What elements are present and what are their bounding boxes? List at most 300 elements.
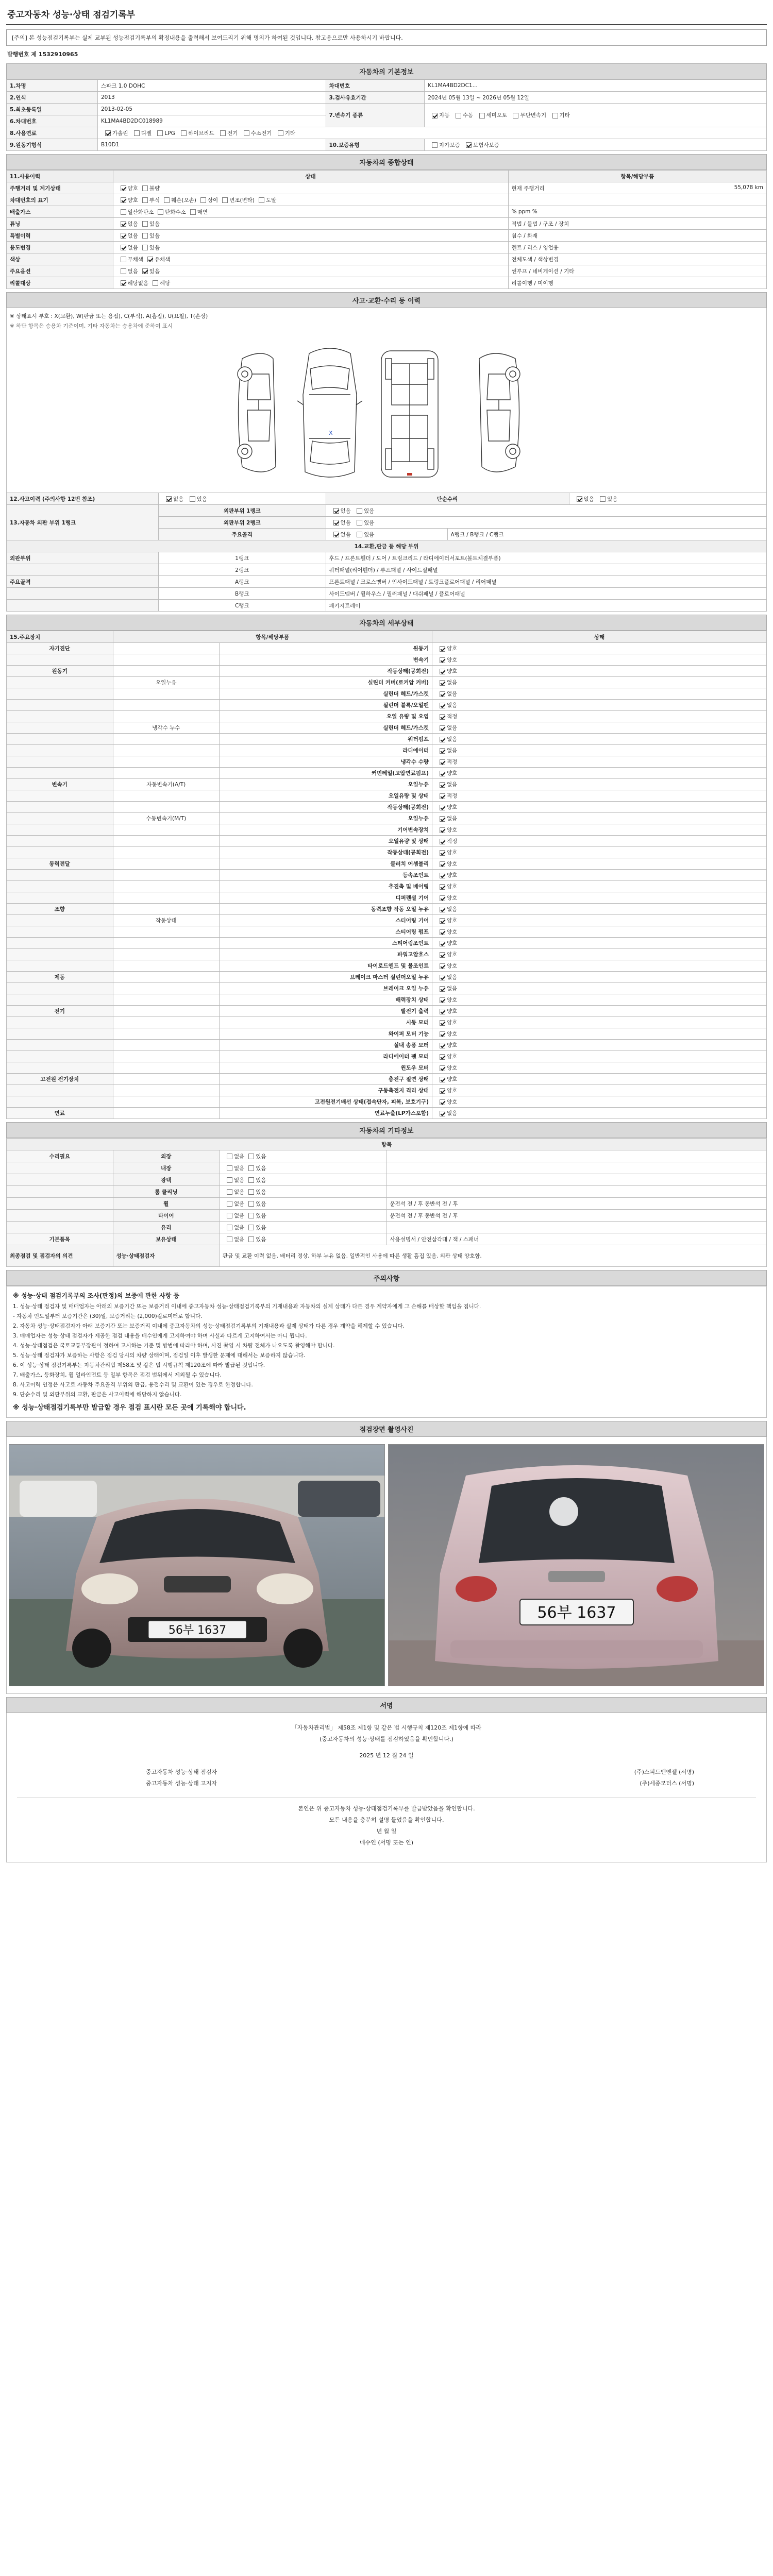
- detail-state-option: [435, 1098, 457, 1106]
- checkbox: [227, 1213, 232, 1218]
- detail-state: [432, 983, 767, 994]
- detail-group: [7, 983, 113, 994]
- detail-col1: 15.주요장치: [7, 631, 113, 643]
- checkbox: [440, 669, 445, 674]
- checkbox: [432, 113, 438, 118]
- checkbox: [440, 929, 445, 935]
- option-label: 적정: [447, 714, 458, 720]
- other-option: [223, 1188, 244, 1196]
- note-item: 3. 매매업자는 성능·상태 점검자가 제공한 점검 내용을 매수인에게 고지하여야 하며 사실과 다르게 고지하여서는 아니 됩니다.: [13, 1333, 307, 1339]
- detail-state: [432, 677, 767, 688]
- detail-sub: [113, 881, 220, 892]
- other-option: [223, 1164, 244, 1172]
- detail-row: [7, 1108, 767, 1119]
- outer-rank1-label: 외판부위 1랭크: [159, 505, 326, 517]
- basic-label: 3.검사유효기간: [326, 92, 425, 104]
- option-label: 수동: [462, 112, 474, 118]
- other-option: [223, 1200, 244, 1208]
- general-note-value: 55,078 km: [734, 184, 763, 191]
- option-label: 적정: [447, 793, 458, 799]
- parts-group: [7, 564, 159, 576]
- checkbox: [105, 130, 111, 136]
- detail-state-option: [435, 837, 457, 845]
- checkbox: [248, 1236, 254, 1242]
- parts-body: [7, 552, 767, 612]
- detail-state-option: [435, 815, 457, 822]
- detail-sub: [113, 654, 220, 666]
- general-option: [196, 196, 218, 204]
- other-body: [7, 1150, 767, 1245]
- detail-row: [7, 666, 767, 677]
- detail-row: [7, 1040, 767, 1051]
- checkbox: [440, 873, 445, 878]
- option-label: 있음: [256, 1236, 266, 1243]
- general-item-label: 차대번호의 표기: [7, 194, 113, 206]
- other-item: 외장: [113, 1150, 220, 1162]
- checkbox: [142, 221, 148, 227]
- option-label: 있음: [256, 1165, 266, 1172]
- option-label: 양호: [447, 850, 458, 856]
- option-none: [162, 495, 183, 503]
- general-option: [186, 208, 208, 216]
- notes-title: ※ 성능·상태 점검기록부의 조사(판정)의 보증에 관한 사항 등: [13, 1292, 180, 1299]
- detail-state: [432, 700, 767, 711]
- checkbox: [222, 197, 228, 203]
- option-label: 양호: [447, 1076, 458, 1082]
- option-label: 무단변속기: [520, 112, 547, 118]
- other-group: 기본품목: [7, 1233, 113, 1245]
- basic-value: 2013-02-05: [98, 104, 326, 115]
- other-extra: [386, 1150, 767, 1162]
- other-item: 보유상태: [113, 1233, 220, 1245]
- parts-items: 사이드멤버 / 휠하우스 / 필러패널 / 대쉬패널 / 플로어패널: [326, 588, 767, 600]
- detail-sub: [113, 745, 220, 756]
- checkbox: [248, 1213, 254, 1218]
- other-head-row: [7, 1139, 767, 1150]
- basic-row-name: [7, 80, 767, 92]
- option-none: [573, 495, 594, 503]
- option-label: 없음: [127, 232, 138, 239]
- option-label: LPG: [164, 130, 175, 137]
- detail-group: 조향: [7, 904, 113, 915]
- detail-state-option: [435, 645, 457, 652]
- basic-value: KL1MA4BD2DC018989: [98, 115, 326, 127]
- option-label: 양호: [447, 646, 458, 652]
- detail-item: 기어변속장치: [220, 824, 432, 836]
- note-item: 2. 자동차 성능·상태점검자가 아래 보증기간 또는 보증거리 이내에 중고자동차의 성능·상태점검기록부의 기재내용과 실제 상태가 다른 경우 계약을 해제할 수 있습니다.: [13, 1323, 405, 1329]
- sign-inspector-key: 중고자동차 성능·상태 점검자: [146, 1769, 217, 1775]
- option-label: 해당없음: [127, 280, 149, 286]
- detail-item: 윈도우 모터: [220, 1062, 432, 1074]
- option-label: 전기: [227, 130, 238, 137]
- opinion-key: 성능·상태점검자: [113, 1245, 220, 1267]
- detail-sub: [113, 1085, 220, 1096]
- detail-item: 실린더 커버(로커암 커버): [220, 677, 432, 688]
- detail-item: 변속기: [220, 654, 432, 666]
- option-label: 기타: [559, 112, 570, 118]
- checkbox: [227, 1177, 232, 1183]
- other-row: [7, 1233, 767, 1245]
- other-group: [7, 1210, 113, 1222]
- checkbox: [248, 1225, 254, 1230]
- option-semi: [475, 111, 508, 119]
- option-label: 자가보증: [439, 142, 460, 148]
- general-note-label: 적법 / 불법 / 구조 / 장치: [511, 221, 569, 227]
- option-label: 양호: [447, 1008, 458, 1014]
- detail-state-option: [435, 1075, 457, 1083]
- detail-item: 동력조향 작동 오일 누유: [220, 904, 432, 915]
- option-label: 있음: [149, 268, 160, 275]
- detail-state: [432, 858, 767, 870]
- detail-state-option: [435, 701, 457, 709]
- detail-sub: [113, 847, 220, 858]
- detail-group: [7, 1040, 113, 1051]
- detail-row: [7, 847, 767, 858]
- other-row: [7, 1174, 767, 1186]
- detail-item: 클러치 어셈블리: [220, 858, 432, 870]
- option-label: 수소전기: [250, 130, 272, 137]
- option-label: 상이: [207, 197, 219, 204]
- detail-sub: [113, 983, 220, 994]
- general-option: [218, 196, 255, 204]
- other-row: [7, 1186, 767, 1198]
- detail-state-option: [435, 1019, 457, 1026]
- detail-sub: [113, 870, 220, 881]
- general-item-options: [113, 265, 508, 277]
- detail-item: 작동상태(공회전): [220, 666, 432, 677]
- basic-info-table: [6, 79, 767, 151]
- general-option: [116, 244, 138, 251]
- detail-state: [432, 666, 767, 677]
- accident-header: 사고·교환·수리 등 이력: [6, 292, 767, 308]
- checkbox: [440, 703, 445, 708]
- detail-col3: 상태: [432, 631, 767, 643]
- checkbox: [440, 771, 445, 776]
- detail-sub: 수동변속기(M/T): [113, 813, 220, 824]
- other-option: [244, 1235, 266, 1243]
- detail-state: [432, 972, 767, 983]
- receive-line: 본인은 위 중고자동차 성능·상태점검기록부를 발급받았음을 확인합니다.: [298, 1805, 475, 1812]
- option-label: 양호: [447, 804, 458, 810]
- general-note-label: 현재 주행거리: [511, 185, 545, 192]
- parts-items: 후드 / 프론트휀더 / 도어 / 트렁크리드 / 라디에이터서포트(볼트체결부품): [326, 552, 767, 564]
- detail-group: [7, 768, 113, 779]
- option-label: 있음: [149, 232, 160, 239]
- checkbox: [440, 997, 445, 1003]
- general-item-note: [508, 277, 767, 289]
- other-row: [7, 1210, 767, 1222]
- general-row: [7, 230, 767, 242]
- detail-state-option: [435, 758, 457, 766]
- certificate-number: [7, 50, 766, 58]
- sign-line2: (중고자동차의 성능·상태를 점검하였음을 확인합니다.): [320, 1736, 453, 1742]
- general-item-label: 특별이력: [7, 230, 113, 242]
- detail-state: [432, 734, 767, 745]
- checkbox: [440, 895, 445, 901]
- option-hydrogen: [240, 129, 272, 137]
- checkbox: [121, 221, 126, 227]
- checkbox: [440, 1111, 445, 1116]
- checkbox: [190, 209, 196, 215]
- checkbox: [121, 197, 126, 203]
- basic-info-header: 자동차의 기본정보: [6, 63, 767, 79]
- detail-group: [7, 915, 113, 926]
- general-option: [148, 279, 170, 287]
- other-group: 수리필요: [7, 1150, 113, 1162]
- parts-row: [7, 576, 767, 588]
- checkbox: [440, 1031, 445, 1037]
- note-item: 5. 성능·상태 점검자가 보증하는 사항은 점검 당시의 차량 상태이며, 점검일 이후 발생한 문제에 대해서는 보증하지 않습니다.: [13, 1352, 306, 1359]
- other-row: [7, 1198, 767, 1210]
- option-label: 부식: [149, 197, 160, 204]
- detail-state-option: [435, 939, 457, 947]
- detail-state: [432, 813, 767, 824]
- option-label: 가솔린: [112, 130, 128, 137]
- option-label: 없음: [447, 702, 458, 708]
- option-label: 양호: [447, 872, 458, 878]
- checkbox: [357, 508, 362, 514]
- detail-state: [432, 949, 767, 960]
- detail-sub: [113, 790, 220, 802]
- checkbox: [440, 1099, 445, 1105]
- checkbox: [166, 496, 172, 502]
- option-label: 없음: [340, 519, 351, 526]
- sign-box: [6, 1713, 767, 1862]
- notice-box: [주의] 본 성능점검기록부는 실제 교부된 성능점검기록부의 확정내용을 출력해서 보여드리기 위해 명의가 하여된 것입니다. 참고용으로만 사용하시기 바랍니다.: [6, 29, 767, 46]
- detail-state: [432, 722, 767, 734]
- other-option: [223, 1212, 244, 1219]
- detail-row: [7, 915, 767, 926]
- detail-row: [7, 983, 767, 994]
- detail-row: [7, 1051, 767, 1062]
- option-label: 없음: [127, 268, 138, 275]
- buyer-line: 매수인 (서명 또는 인): [359, 1839, 414, 1846]
- parts-items: 쿼터패널(리어휀더) / 루프패널 / 사이드실패널: [326, 564, 767, 576]
- detail-state: [432, 802, 767, 813]
- general-option: [116, 256, 143, 263]
- detail-group: 고전원 전기장치: [7, 1074, 113, 1085]
- detail-group: [7, 1096, 113, 1108]
- detail-item: 오일누유: [220, 813, 432, 824]
- detail-state: [432, 904, 767, 915]
- basic-row-registration: [7, 104, 767, 115]
- sign-dealer-value: (주)세종모터스 (서명): [640, 1780, 694, 1787]
- other-option: [244, 1224, 266, 1231]
- general-row: [7, 253, 767, 265]
- detail-item: 오일유량 및 상태: [220, 836, 432, 847]
- accident-legend: ※ 상태표시 부호 : X(교환), W(판금 또는 용접), C(부식), A(흠집), U(요철), T(손상): [10, 313, 208, 319]
- detail-header: 자동차의 세부상태: [6, 615, 767, 631]
- checkbox: [440, 963, 445, 969]
- detail-item: 원동기: [220, 643, 432, 654]
- detail-sub: [113, 836, 220, 847]
- option-manual: [451, 111, 473, 119]
- general-option: [116, 232, 138, 240]
- detail-sub: 자동변속기(A/T): [113, 779, 220, 790]
- detail-state-option: [435, 769, 457, 777]
- checkbox: [121, 233, 126, 239]
- detail-sub: [113, 1074, 220, 1085]
- option-has: [352, 519, 374, 527]
- detail-state-option: [435, 656, 457, 664]
- general-option: [138, 184, 160, 192]
- checkbox: [440, 861, 445, 867]
- accident-row-outer1: [7, 505, 767, 517]
- option-label: 있음: [256, 1224, 266, 1231]
- detail-state-option: [435, 883, 457, 890]
- general-option: [116, 220, 138, 228]
- detail-state-option: [435, 690, 457, 698]
- detail-group: 동력전달: [7, 858, 113, 870]
- option-label: 변조(변타): [229, 197, 255, 204]
- option-label: 있음: [256, 1212, 266, 1219]
- checkbox: [456, 113, 461, 118]
- detail-state-option: [435, 871, 457, 879]
- option-label: 양호: [447, 657, 458, 663]
- detail-sub: [113, 972, 220, 983]
- option-has: [352, 507, 374, 515]
- general-option: [138, 220, 160, 228]
- detail-state-option: [435, 826, 457, 834]
- detail-row: [7, 745, 767, 756]
- accident-row-history: [7, 493, 767, 505]
- front-car-image: [9, 1445, 385, 1686]
- detail-state-option: [435, 928, 457, 936]
- detail-item: 파워고압호스: [220, 949, 432, 960]
- detail-sub: [113, 949, 220, 960]
- option-label: 양호: [447, 963, 458, 969]
- checkbox: [244, 130, 249, 136]
- checkbox: [466, 142, 472, 148]
- detail-item: 충전구 절연 상태: [220, 1074, 432, 1085]
- detail-group: [7, 949, 113, 960]
- checkbox: [440, 952, 445, 958]
- parts-items: 패키지트레이: [326, 600, 767, 612]
- basic-label: 8.사용연료: [7, 127, 98, 139]
- parts-row: [7, 552, 767, 564]
- detail-sub: [113, 1028, 220, 1040]
- basic-label: 9.원동기형식: [7, 139, 98, 151]
- detail-sub: [113, 824, 220, 836]
- general-item-note: [508, 265, 767, 277]
- detail-state-option: [435, 962, 457, 970]
- detail-state-option: [435, 1053, 457, 1060]
- sign-header: 서명: [6, 1697, 767, 1713]
- notes-box: [6, 1286, 767, 1418]
- option-lpg: [153, 130, 175, 137]
- option-gasoline: [101, 129, 128, 137]
- parts-row: [7, 564, 767, 576]
- detail-row: [7, 881, 767, 892]
- detail-state: [432, 1017, 767, 1028]
- detail-state: [432, 994, 767, 1006]
- other-row: [7, 1150, 767, 1162]
- option-cvt: [509, 111, 546, 119]
- option-label: 없음: [447, 974, 458, 980]
- detail-group: [7, 734, 113, 745]
- checkbox: [600, 496, 606, 502]
- detail-row: [7, 1028, 767, 1040]
- checkbox: [142, 185, 148, 191]
- detail-table: [6, 631, 767, 1119]
- detail-row: [7, 768, 767, 779]
- general-body: [7, 182, 767, 289]
- checkbox: [227, 1225, 232, 1230]
- checkbox: [440, 827, 445, 833]
- option-label: 자동: [439, 112, 450, 118]
- detail-state: [432, 711, 767, 722]
- detail-state-option: [435, 973, 457, 981]
- general-row: [7, 277, 767, 289]
- detail-sub: [113, 802, 220, 813]
- detail-state-option: [435, 735, 457, 743]
- checkbox: [440, 782, 445, 788]
- parts-items: 프론트패널 / 크로스멤버 / 인사이드패널 / 트렁크플로어패널 / 리어패널: [326, 576, 767, 588]
- detail-state-option: [435, 803, 457, 811]
- other-table: [6, 1138, 767, 1267]
- accident-label: 12.사고이력 (주의사항 12번 참조): [7, 493, 159, 505]
- checkbox: [440, 759, 445, 765]
- detail-state: [432, 654, 767, 666]
- other-options: [220, 1186, 387, 1198]
- parts-group: 주요골격: [7, 576, 159, 588]
- simple-repair-opts: [569, 493, 767, 505]
- checkbox: [227, 1165, 232, 1171]
- detail-sub: [113, 688, 220, 700]
- general-note-label: 전체도색 / 색상변경: [511, 256, 559, 263]
- detail-head-row: [7, 631, 767, 643]
- option-label: 양호: [447, 884, 458, 890]
- detail-sub: [113, 1040, 220, 1051]
- option-has: [596, 495, 617, 503]
- notes-emphasis: ※ 성능·상태점검기록부만 발급할 경우 점검 표시란 모든 곳에 기록해야 합니다.: [13, 1404, 246, 1412]
- detail-row: [7, 654, 767, 666]
- checkbox: [164, 197, 170, 203]
- detail-row: [7, 1074, 767, 1085]
- detail-sub: [113, 938, 220, 949]
- option-label: 일산화탄소: [127, 209, 154, 215]
- detail-group: 자기진단: [7, 643, 113, 654]
- warranty-options: [425, 139, 767, 151]
- checkbox: [440, 680, 445, 686]
- option-label: 있음: [256, 1153, 266, 1160]
- option-label: 없음: [234, 1165, 245, 1172]
- basic-label: 차대번호: [326, 80, 425, 92]
- option-label: 없음: [127, 221, 138, 227]
- detail-sub: [113, 1006, 220, 1017]
- other-item: 룸 클리닝: [113, 1186, 220, 1198]
- option-label: 양호: [447, 1042, 458, 1048]
- option-label: 양호: [127, 197, 138, 204]
- detail-item: 실린더 헤드/가스켓: [220, 722, 432, 734]
- checkbox: [200, 197, 206, 203]
- detail-state: [432, 892, 767, 904]
- detail-group: [7, 722, 113, 734]
- detail-sub: [113, 1108, 220, 1119]
- other-option: [223, 1224, 244, 1231]
- detail-item: 타이로드엔드 및 볼조인트: [220, 960, 432, 972]
- detail-item: 오일 유량 및 오염: [220, 711, 432, 722]
- detail-item: 브레이크 오일 누유: [220, 983, 432, 994]
- option-none: [329, 507, 351, 515]
- option-fuel-other: [274, 129, 295, 137]
- detail-group: 변속기: [7, 779, 113, 790]
- other-options: [220, 1222, 387, 1233]
- option-label: 불량: [149, 185, 160, 192]
- option-label: 양호: [447, 952, 458, 958]
- other-options: [220, 1150, 387, 1162]
- detail-sub: [113, 734, 220, 745]
